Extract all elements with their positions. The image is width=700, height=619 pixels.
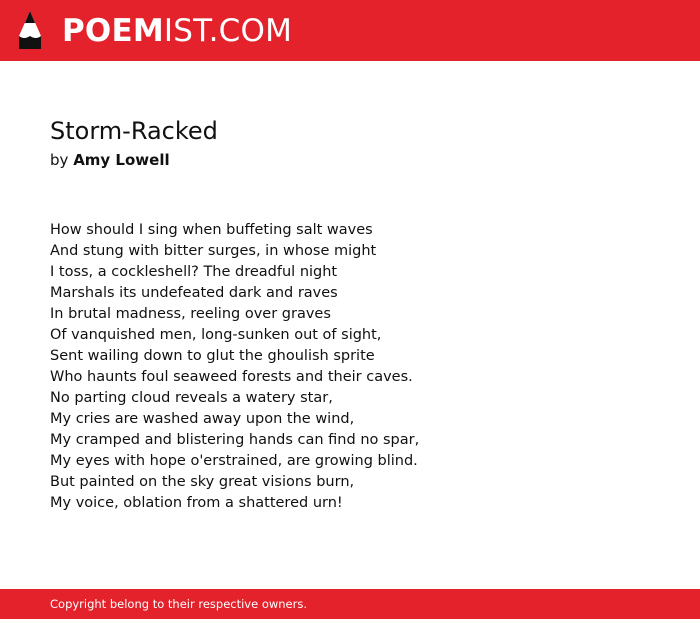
site-logo-text[interactable]: [62, 14, 292, 48]
poem-line: My eyes with hope o'erstrained, are growing blind.: [50, 453, 418, 469]
brand-light-part: IST.COM: [163, 13, 293, 49]
poem-line: Of vanquished men, long-sunken out of sight,: [50, 327, 382, 343]
poem-line: No parting cloud reveals a watery star,: [50, 390, 333, 406]
poem-byline: [50, 150, 670, 170]
poem-line: Who haunts foul seaweed forests and their caves.: [50, 369, 413, 385]
poem-line: How should I sing when buffeting salt waves: [50, 222, 373, 238]
copyright-notice: Copyright belong to their respective owners.: [50, 597, 308, 611]
poem-line: Marshals its undefeated dark and raves: [50, 285, 338, 301]
poem-line: My cries are washed away upon the wind,: [50, 411, 355, 427]
poem-title: Storm-Racked: [50, 117, 218, 145]
poem-line: My cramped and blistering hands can find no spar,: [50, 432, 420, 448]
poem-line: And stung with bitter surges, in whose might: [50, 243, 377, 259]
brand-bold-part: POEM: [62, 13, 164, 49]
poem-line: I toss, a cockleshell? The dreadful night: [50, 264, 338, 280]
poem-line: My voice, oblation from a shattered urn!: [50, 495, 343, 511]
poem-author: Amy Lowell: [73, 151, 170, 169]
poem-line: Sent wailing down to glut the ghoulish sprite: [50, 348, 375, 364]
poem-line: But painted on the sky great visions burn,: [50, 474, 355, 490]
byline-prefix: by: [50, 151, 69, 169]
poem-line: In brutal madness, reeling over graves: [50, 306, 331, 322]
poem-content: [50, 112, 670, 514]
site-header: [0, 0, 700, 61]
poem-body: [50, 220, 670, 514]
pencil-tip-icon[interactable]: [18, 10, 42, 50]
site-footer: [0, 589, 700, 619]
